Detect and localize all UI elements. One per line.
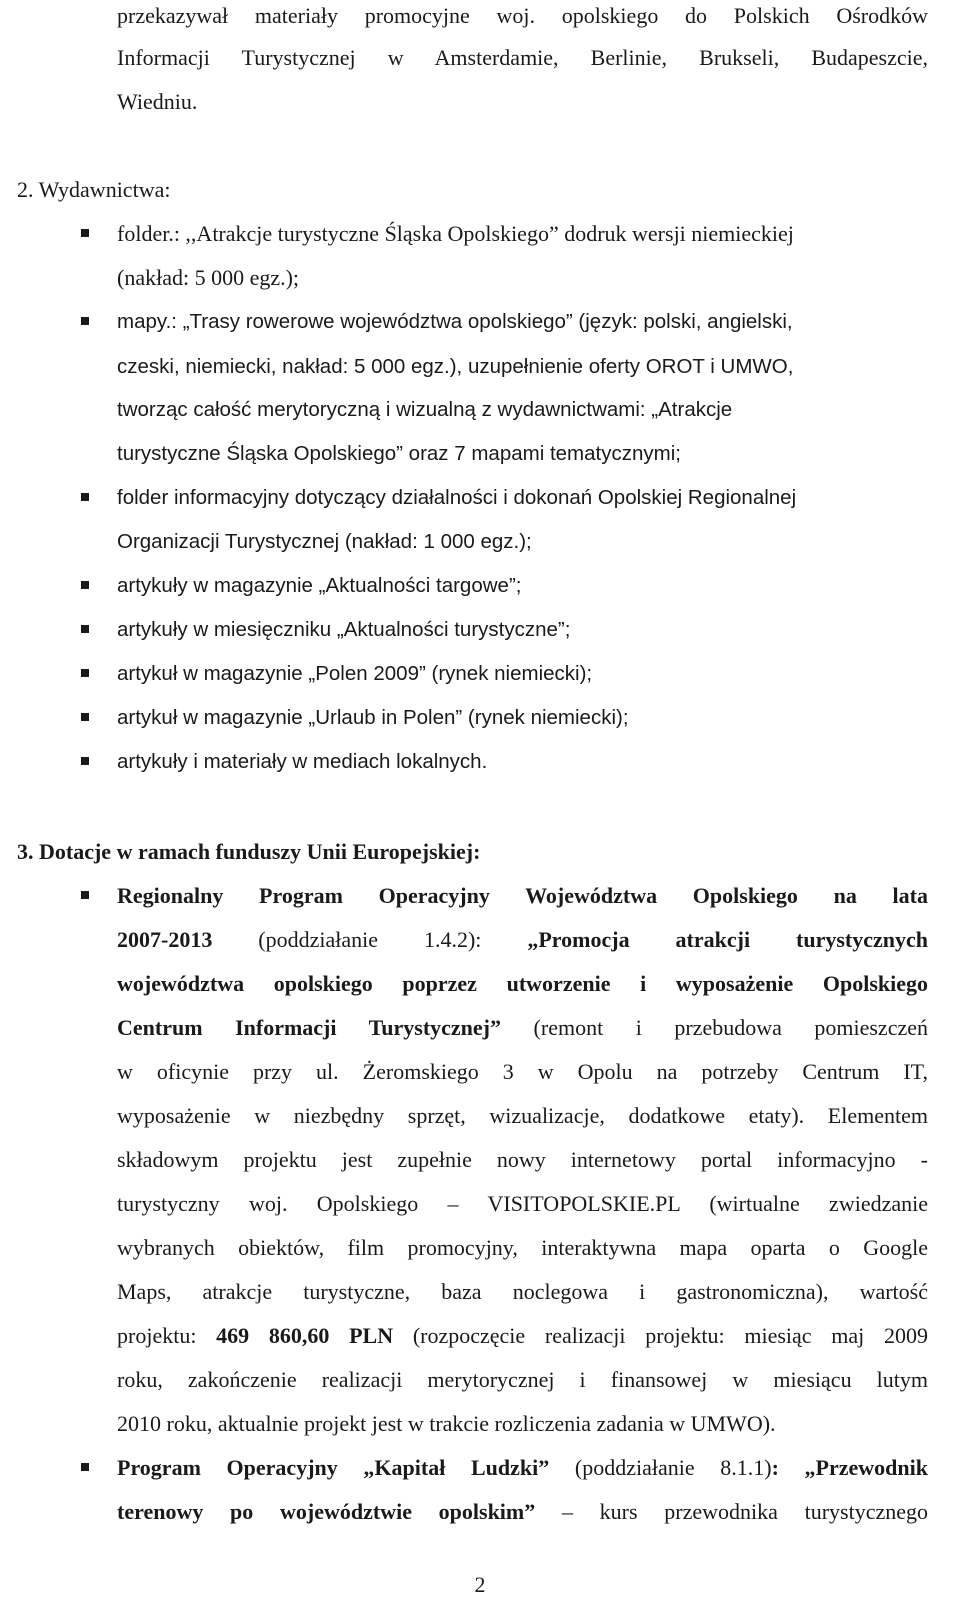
bullet-icon <box>81 317 89 325</box>
page-number: 2 <box>474 1572 486 1597</box>
rpo-line-8: turystyczny woj. Opolskiego – VISITOPOLSKIE.PL (wirtualne zwiedzanie <box>117 1191 928 1216</box>
bullet-icon <box>81 891 89 899</box>
list-item-folder-info-line-1: folder informacyjny dotyczący działalności i dokonań Opolskiej Regionalnej <box>117 486 797 509</box>
bullet-icon <box>81 669 89 677</box>
rpo-project-title-2: województwa opolskiego poprzez utworzenie i wyposażenie Opolskiego <box>117 971 928 996</box>
rpo-subaction: (poddziałanie 1.4.2): <box>212 927 528 952</box>
rpo-desc-1: (remont i przebudowa pomieszczeń <box>501 1015 928 1040</box>
list-item-maps-line-4: turystyczne Śląska Opolskiego” oraz 7 mapami tematycznymi; <box>117 442 681 465</box>
rpo-value-amount: 469 860,60 PLN <box>216 1323 394 1348</box>
list-item-maps-line-1: mapy.: „Trasy rowerowe województwa opolskiego” (język: polski, angielski, <box>117 310 793 333</box>
pokl-desc: – kurs przewodnika turystycznego <box>535 1499 928 1524</box>
maps-line-2-sans: czeski, niemiecki, nakład: 5 000 egz. <box>117 355 450 378</box>
rpo-line-4 <box>117 1006 928 1050</box>
list-item-maps-line-3: tworząc całość merytoryczną i wizualną z wydawnictwami: „Atrakcje <box>117 398 733 421</box>
rpo-years: 2007-2013 <box>117 927 213 952</box>
list-item-article-urlaub: artykuł w magazynie „Urlaub in Polen” (rynek niemiecki); <box>117 706 629 729</box>
list-item-local-media: artykuły i materiały w mediach lokalnych. <box>117 750 488 773</box>
rpo-line-6: wyposażenie w niezbędny sprzęt, wizualizacje, dodatkowe etaty). Elementem <box>117 1103 928 1128</box>
bullet-icon <box>81 229 89 237</box>
pokl-line-2 <box>117 1490 928 1534</box>
bullet-icon <box>81 625 89 633</box>
rpo-line-11 <box>117 1314 928 1358</box>
list-item-articles-tourism: artykuły w miesięczniku „Aktualności turystyczne”; <box>117 618 571 641</box>
pokl-program: Program Operacyjny „Kapitał Ludzki” <box>117 1455 550 1480</box>
rpo-line-3 <box>117 962 928 1006</box>
bullet-icon <box>81 581 89 589</box>
bullet-icon <box>81 713 89 721</box>
section-3-heading-text: 3. Dotacje w ramach funduszy Unii Europejskiej: <box>17 839 481 864</box>
rpo-line-12: roku, zakończenie realizacji merytorycznej i finansowej w miesiącu lutym <box>117 1367 928 1392</box>
pokl-title-1: : „Przewodnik <box>771 1455 928 1480</box>
pokl-line-1 <box>117 1446 928 1490</box>
rpo-line-9: wybranych obiektów, film promocyjny, interaktywna mapa oparta o Google <box>117 1235 928 1260</box>
intro-line-3: Wiedniu. <box>117 89 198 114</box>
rpo-line-7: składowym projektu jest zupełnie nowy internetowy portal informacyjno - <box>117 1147 928 1172</box>
rpo-line-1 <box>117 874 928 918</box>
rpo-value-label: projektu: <box>117 1323 217 1348</box>
pokl-subaction: (poddziałanie 8.1.1) <box>549 1455 772 1480</box>
rpo-line-5: w oficynie przy ul. Żeromskiego 3 w Opolu na potrzeby Centrum IT, <box>117 1059 928 1084</box>
rpo-line-2 <box>117 918 928 962</box>
maps-line-2-rest: ), uzupełnienie oferty OROT i UMWO, <box>449 355 794 378</box>
pokl-title-2: terenowy po województwie opolskim” <box>117 1499 536 1524</box>
section-2-heading: 2. Wydawnictwa: <box>17 177 171 202</box>
section-3-heading <box>17 830 480 874</box>
rpo-line-13: 2010 roku, aktualnie projekt jest w trakcie rozliczenia zadania w UMWO). <box>117 1411 776 1436</box>
list-item-folder-line-2: (nakład: 5 000 egz.); <box>117 265 300 290</box>
intro-line-2: Informacji Turystycznej w Amsterdamie, Berlinie, Brukseli, Budapeszcie, <box>117 45 928 70</box>
list-item-article-polen: artykuł w magazynie „Polen 2009” (rynek niemiecki); <box>117 662 593 685</box>
rpo-line-10: Maps, atrakcje turystyczne, baza noclegowa i gastronomiczna), wartość <box>117 1279 928 1304</box>
bullet-icon <box>81 1463 89 1471</box>
rpo-project-title-1: „Promocja atrakcji turystycznych <box>527 927 928 952</box>
bullet-icon <box>81 493 89 501</box>
rpo-start-date: (rozpoczęcie realizacji projektu: miesiąc maj 2009 <box>393 1323 929 1348</box>
rpo-title-1: Regionalny Program Operacyjny Województwa Opolskiego na lata <box>117 883 928 908</box>
intro-line-1: przekazywał materiały promocyjne woj. opolskiego do Polskich Ośrodków <box>117 3 928 28</box>
list-item-folder-info-line-2: Organizacji Turystycznej (nakład: 1 000 egz.); <box>117 530 532 553</box>
list-item-folder-line-1: folder.: ,,Atrakcje turystyczne Śląska Opolskiego” dodruk wersji niemieckiej <box>117 221 794 246</box>
rpo-project-title-3: Centrum Informacji Turystycznej” <box>117 1015 502 1040</box>
bullet-icon <box>81 757 89 765</box>
list-item-articles-trade: artykuły w magazynie „Aktualności targowe”; <box>117 574 522 597</box>
list-item-maps-line-2 <box>117 344 793 388</box>
